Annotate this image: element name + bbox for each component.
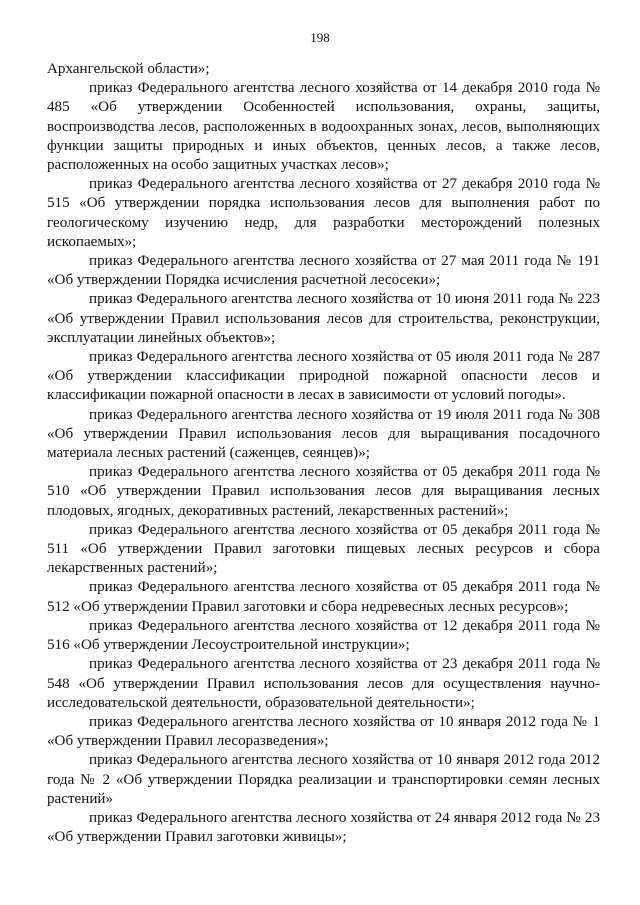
paragraph-order-485: приказ Федерального агентства лесного хозяйства от 14 декабря 2010 года № 485 «Об утверждении Особенностей использования, охраны, защиты, воспроизводства лесов, расположенных в водоохранных зонах, лесов, выполняющих функции защиты природных и иных объектов, ценных лесов, а также лесов, расположенных на особо защитных участках лесов»; xyxy=(47,80,600,174)
paragraph-order-515: приказ Федерального агентства лесного хозяйства от 27 декабря 2010 года № 515 «Об утверждении порядка использования лесов для выполнения работ по геологическому изучению недр, для разработки месторождений полезных ископаемых»; xyxy=(47,176,600,250)
paragraph-order-516: приказ Федерального агентства лесного хозяйства от 12 декабря 2011 года № 516 «Об утверждении Лесоустроительной инструкции»; xyxy=(47,617,600,654)
paragraph-order-510: приказ Федерального агентства лесного хозяйства от 05 декабря 2011 года № 510 «Об утверждении Правил использования лесов для выращивания лесных плодовых, ягодных, декоративных растений, лекарственных растений»; xyxy=(47,464,600,519)
paragraph-order-23: приказ Федерального агентства лесного хозяйства от 24 января 2012 года № 23 «Об утверждении Правил заготовки живицы»; xyxy=(47,809,600,846)
page-number: 198 xyxy=(310,30,330,45)
paragraph-order-2: приказ Федерального агентства лесного хозяйства от 10 января 2012 года 2012 года № 2 «Об утверждении Порядка реализации и транспортировки семян лесных растений» xyxy=(47,752,600,807)
paragraph-order-512: приказ Федерального агентства лесного хозяйства от 05 декабря 2011 года № 512 «Об утверждении Правил заготовки и сбора недревесных лесных ресурсов»; xyxy=(47,579,600,615)
paragraph-order-548: приказ Федерального агентства лесного хозяйства от 23 декабря 2011 года № 548 «Об утверждении Правил использования лесов для осуществления научно-исследовательской деятельности, образовательной деятельности»; xyxy=(47,656,600,711)
document-body xyxy=(47,60,600,847)
paragraph-order-308: приказ Федерального агентства лесного хозяйства от 19 июля 2011 года № 308 «Об утверждении Правил использования лесов для выращивания посадочного материала лесных растений (саженцев, сеянцев)»; xyxy=(47,406,600,462)
paragraph-order-287: приказ Федерального агентства лесного хозяйства от 05 июля 2011 года № 287 «Об утверждении классификации природной пожарной опасности лесов и классификации пожарной опасности в лесах в зависимости от условий погоды». xyxy=(47,349,600,404)
paragraph-order-191: приказ Федерального агентства лесного хозяйства от 27 мая 2011 года № 191 «Об утверждении Порядка исчисления расчетной лесосеки»; xyxy=(47,253,600,289)
paragraph-order-511: приказ Федерального агентства лесного хозяйства от 05 декабря 2011 года № 511 «Об утверждении Правил заготовки пищевых лесных ресурсов и сбора лекарственных растений»; xyxy=(47,521,600,577)
paragraph-order-1: приказ Федерального агентства лесного хозяйства от 10 января 2012 года № 1 «Об утверждении Правил лесоразведения»; xyxy=(47,713,600,750)
paragraph-continuation: Архангельской области»; xyxy=(47,61,210,77)
paragraph-order-223: приказ Федерального агентства лесного хозяйства от 10 июня 2011 года № 223 «Об утверждении Правил использования лесов для строительства, реконструкции, эксплуатации линейных объектов»; xyxy=(47,291,600,346)
